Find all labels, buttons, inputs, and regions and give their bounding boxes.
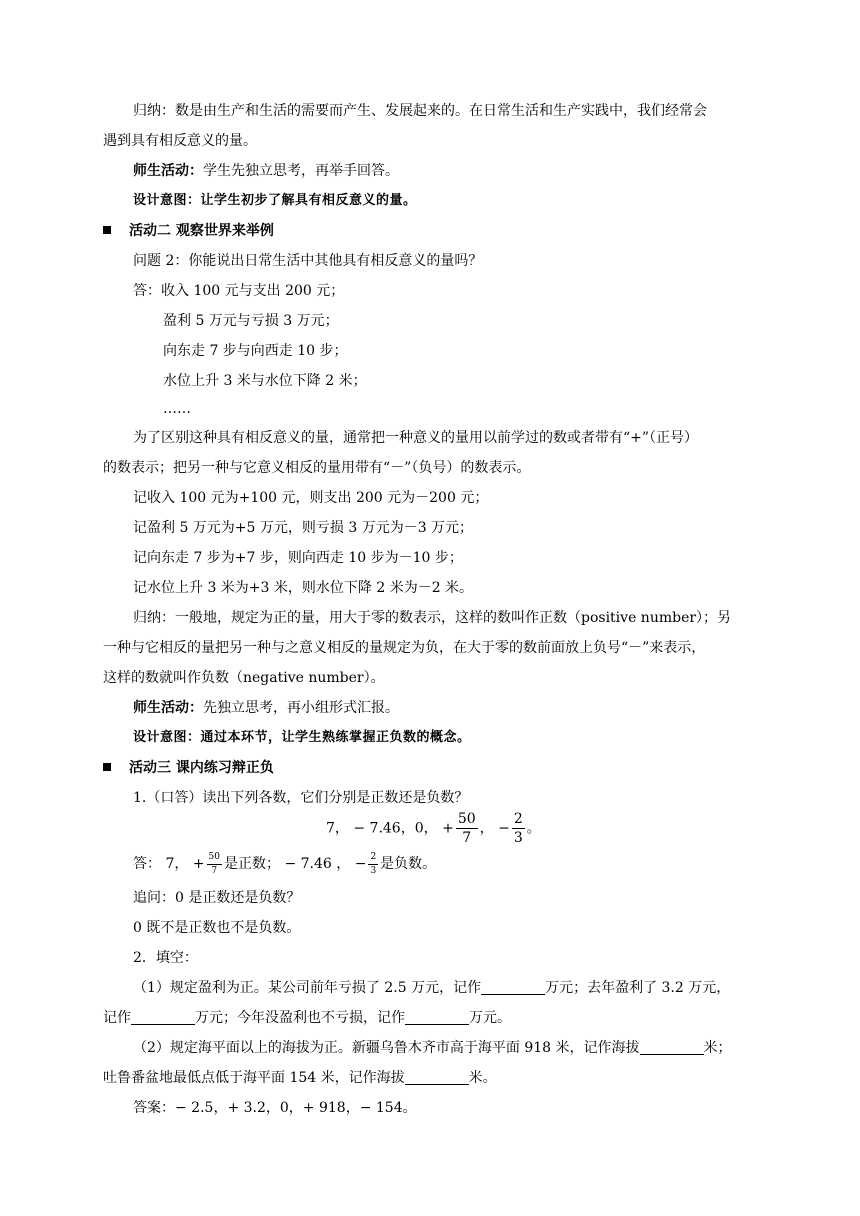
exercise-2-answer: 答案：− 2.5，+ 3.2，0，+ 918，− 154。 [133, 1100, 417, 1116]
fraction-2-over-3 [368, 853, 378, 876]
answer-line-2: 盈利 5 万元与亏损 3 万元； [163, 313, 339, 329]
answer-blank[interactable] [405, 1070, 469, 1085]
denominator: 7 [211, 865, 218, 876]
denominator: 3 [370, 865, 377, 876]
math-text: ， − [479, 820, 510, 837]
design-intent-1: 设计意图：让学生初步了解具有相反意义的量。 [133, 193, 417, 208]
section-title: 活动二 观察世界来举例 [129, 223, 274, 239]
paragraph-line-1: 为了区别这种具有相反意义的量，通常把一种意义的量用以前学过的数或者带有“+”（正号） [133, 430, 699, 446]
summary-line-2: 遇到具有相反意义的量。 [103, 133, 257, 149]
exercise-1-prompt: 1.（口答）读出下列各数，它们分别是正数还是负数？ [133, 790, 469, 806]
follow-up-question: 追问：0 是正数还是负数？ [133, 890, 301, 906]
math-number-list [326, 812, 541, 845]
exercise-2-title: 2．填空： [133, 950, 198, 966]
answer-text: 答： 7， + [133, 856, 205, 872]
exercise-1-answer [133, 852, 436, 876]
follow-up-answer: 0 既不是正数也不是负数。 [133, 920, 301, 936]
numerator: 2 [513, 811, 523, 827]
activity-label: 师生活动： [133, 700, 203, 716]
section-heading-activity-2 [103, 221, 274, 241]
summary-line-1: 归纳：数是由生产和生活的需要而产生、发展起来的。在日常生活和生产实践中，我们经常会 [133, 103, 707, 119]
square-bullet-icon [103, 763, 111, 771]
fraction-50-over-7 [456, 812, 478, 845]
exercise-text: 米。 [468, 1070, 497, 1086]
answer-text: 是正数； − 7.46 ， − [224, 856, 367, 872]
record-line-4: 记水位上升 3 米为+3 米，则水位下降 2 米为－2 米。 [133, 580, 474, 596]
paragraph-line-2: 的数表示；把另一种与它意义相反的量用带有“－”（负号）的数表示。 [103, 460, 531, 476]
activity-text: 先独立思考，再小组形式汇报。 [203, 700, 399, 716]
math-text: 。 [526, 820, 541, 837]
exercise-text: 记作 [103, 1010, 131, 1026]
record-line-1: 记收入 100 元为+100 元，则支出 200 元为－200 元； [133, 490, 489, 506]
definition-line-2: 一种与它相反的量把另一种与之意义相反的量规定为负，在大于零的数前面放上负号“－”来表示， [103, 640, 706, 656]
activity-text: 学生先独立思考，再举手回答。 [203, 163, 399, 179]
answer-blank[interactable] [405, 1010, 469, 1025]
fraction-2-over-3 [512, 812, 525, 845]
numerator: 50 [457, 811, 476, 827]
fraction-50-over-7 [207, 853, 222, 876]
question-2: 问题 2：你能说出日常生活中其他具有相反意义的量吗？ [133, 253, 483, 269]
numerator: 50 [207, 853, 222, 865]
answer-blank[interactable] [481, 980, 545, 995]
design-intent-2: 设计意图：通过本环节，让学生熟练掌握正负数的概念。 [133, 730, 471, 745]
exercise-text: 吐鲁番盆地最低点低于海平面 154 米，记作海拔 [103, 1070, 405, 1086]
exercise-2-2-line-1 [133, 1038, 732, 1058]
numerator: 2 [368, 853, 378, 865]
exercise-text: 万元。 [469, 1010, 511, 1026]
square-bullet-icon [103, 226, 111, 234]
answer-line-4: 水位上升 3 米与水位下降 2 米； [163, 373, 367, 389]
definition-line-1: 归纳：一般地，规定为正的量，用大于零的数表示，这样的数叫作正数（positive number）；另 [133, 610, 732, 626]
record-line-2: 记盈利 5 万元为+5 万元，则亏损 3 万元为－3 万元； [133, 520, 474, 536]
section-heading-activity-3 [103, 758, 274, 778]
section-title: 活动三 课内练习辩正负 [129, 760, 274, 776]
exercise-text: 万元；今年没盈利也不亏损，记作 [195, 1010, 405, 1026]
exercise-text: （1）规定盈利为正。某公司前年亏损了 2.5 万元，记作 [133, 980, 482, 996]
exercise-2-1-line-1 [133, 978, 730, 998]
exercise-text: （2）规定海平面以上的海拔为正。新疆乌鲁木齐市高于海平面 918 米，记作海拔 [133, 1040, 640, 1056]
exercise-2-2-line-2 [103, 1068, 497, 1088]
record-line-3: 记向东走 7 步为+7 步，则向西走 10 步为－10 步； [133, 550, 463, 566]
math-text: 7， − 7.46，0， + [326, 820, 454, 837]
exercise-text: 万元；去年盈利了 3.2 万元， [545, 980, 731, 996]
answer-line-3: 向东走 7 步与向西走 10 步； [163, 343, 348, 359]
teacher-student-activity-1 [133, 161, 399, 181]
denominator: 3 [513, 830, 523, 846]
answer-text: 是负数。 [380, 856, 437, 872]
answer-line-1: 答：收入 100 元与支出 200 元； [133, 283, 345, 299]
definition-line-3: 这样的数就叫作负数（negative number）。 [103, 670, 385, 686]
exercise-text: 米； [703, 1040, 732, 1056]
denominator: 7 [462, 830, 472, 846]
answer-blank[interactable] [640, 1040, 704, 1055]
answer-blank[interactable] [131, 1010, 195, 1025]
activity-label: 师生活动： [133, 163, 203, 179]
answer-ellipsis: …… [163, 401, 191, 417]
exercise-2-1-line-2 [103, 1008, 511, 1028]
teacher-student-activity-2 [133, 698, 399, 718]
